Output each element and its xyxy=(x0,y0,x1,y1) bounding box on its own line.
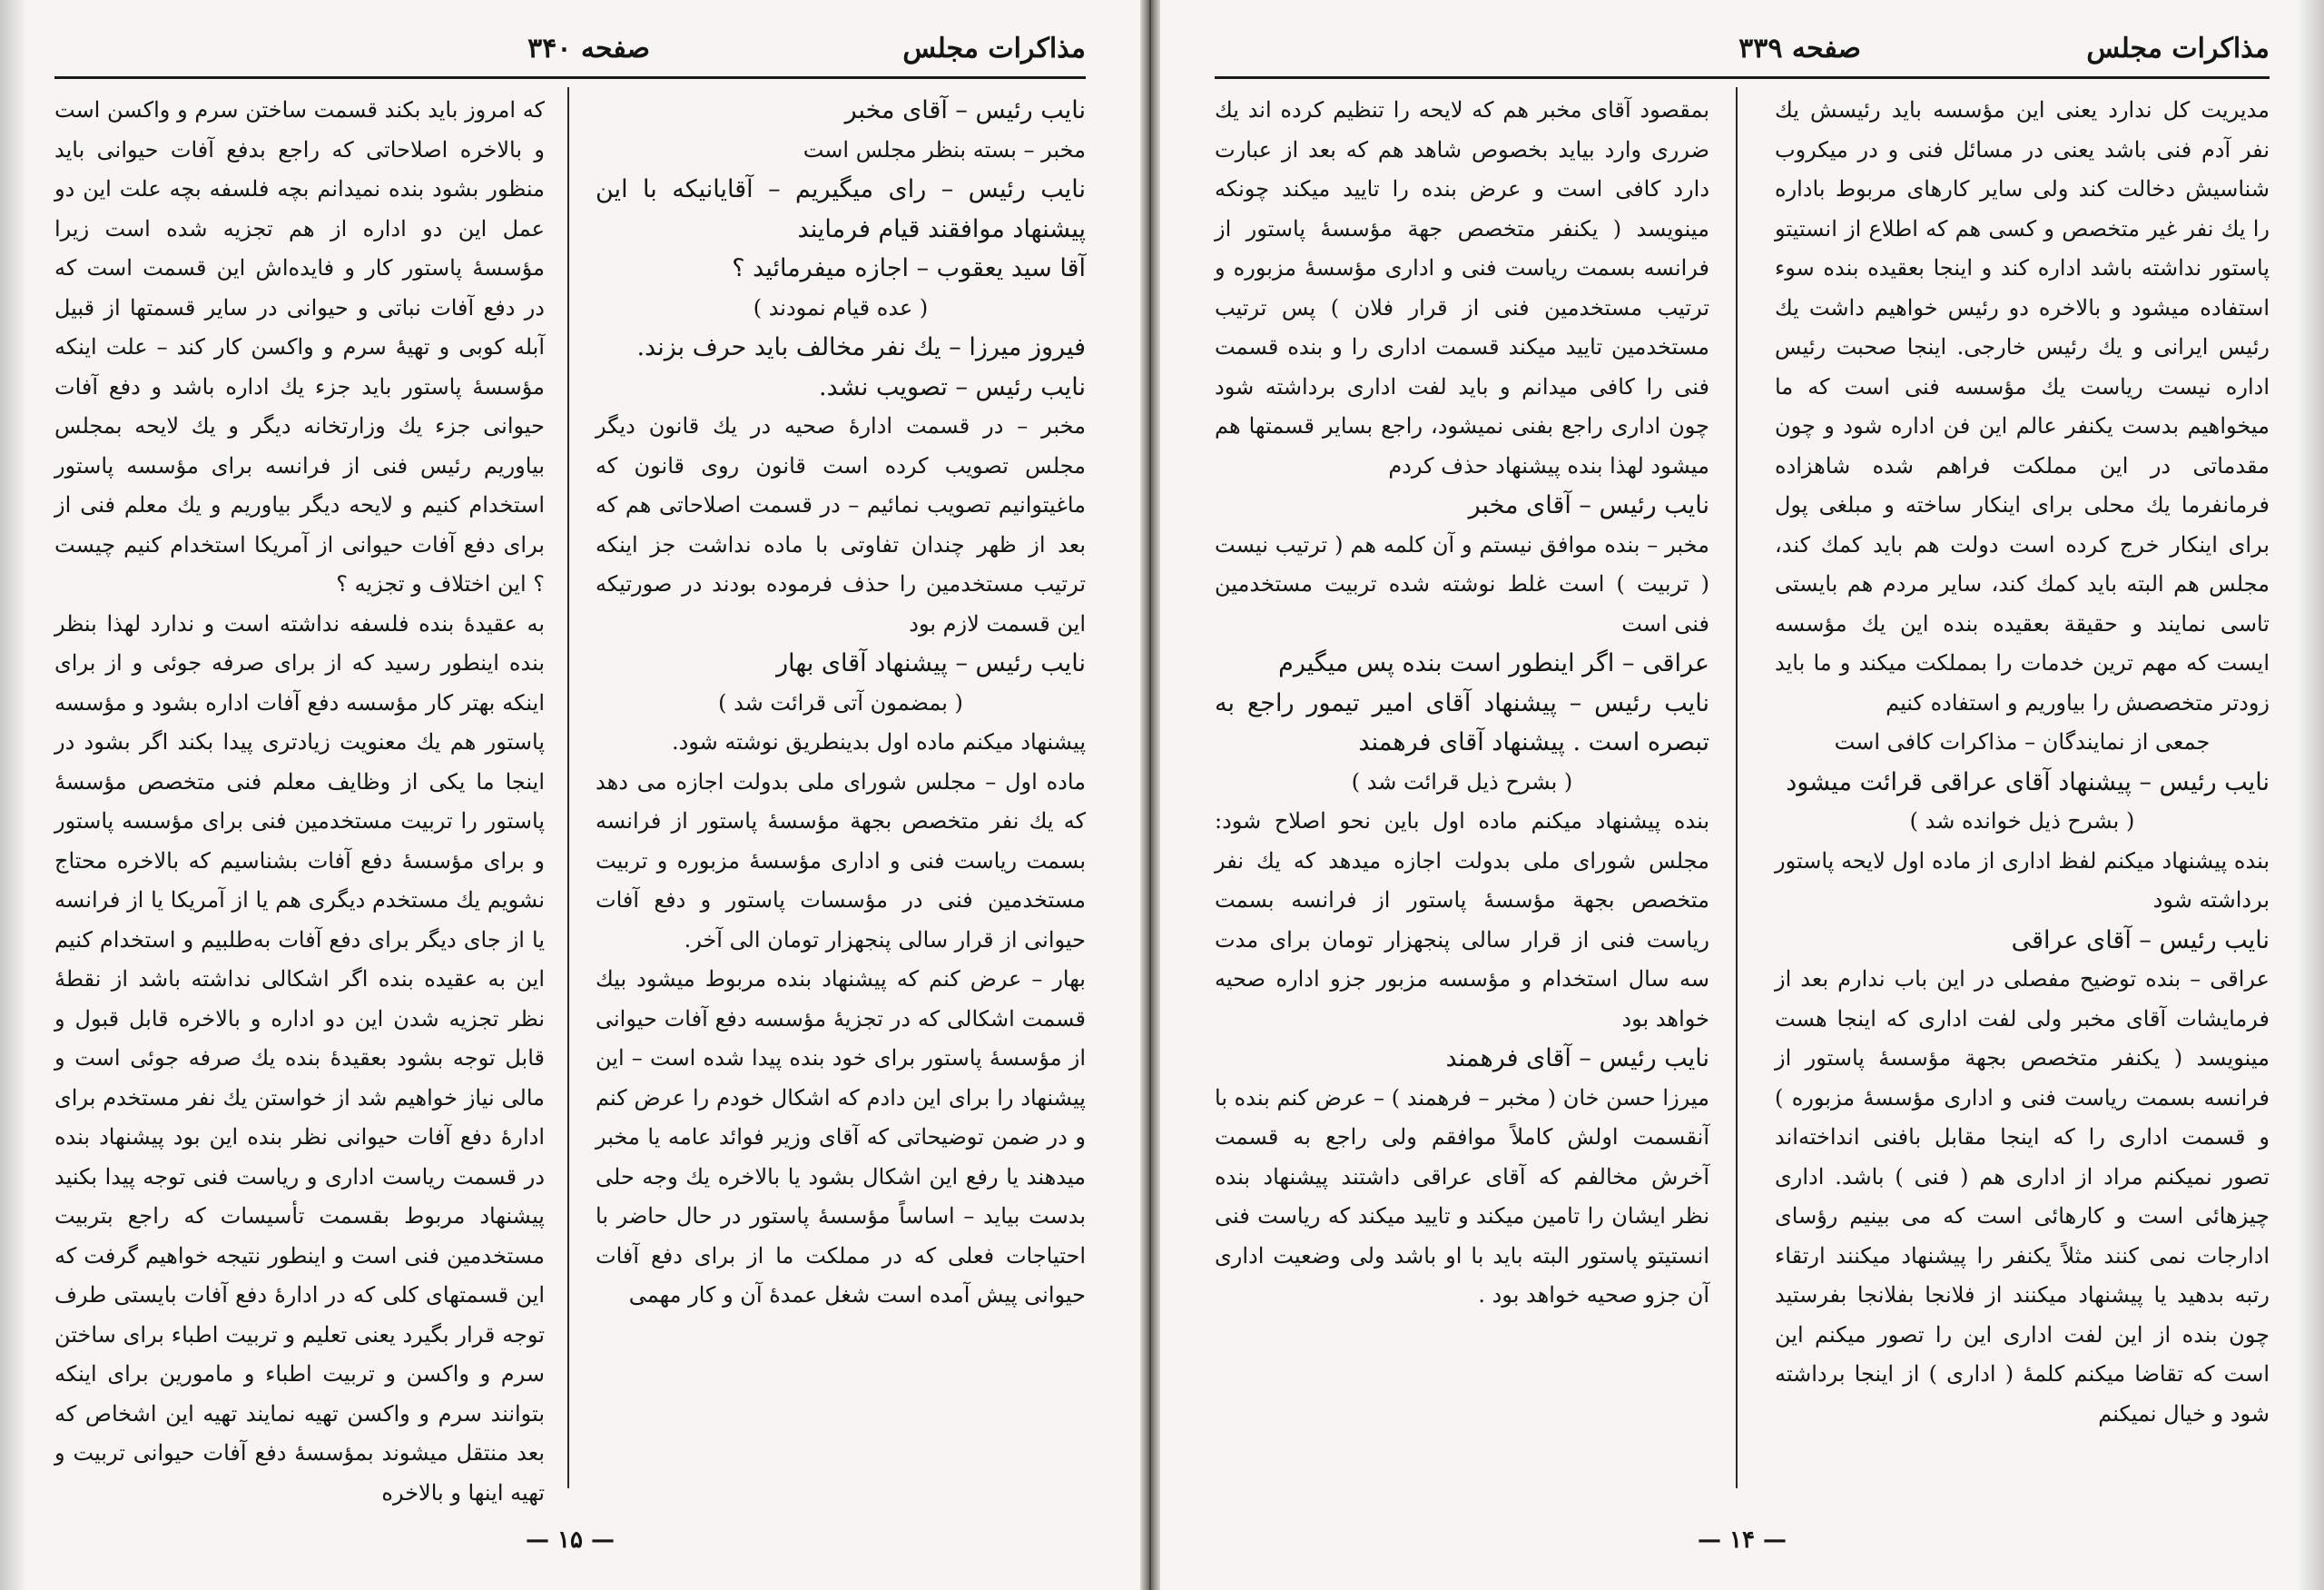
page-header xyxy=(1215,33,2270,80)
paragraph: نایب رئیس – پیشنهاد آقای عراقی قرائت میشود xyxy=(1786,767,2270,796)
paragraph: بنده پیشنهاد میکنم ماده اول باین نحو اصلاح شود: مجلس شورای ملی بدولت اجازه میدهد که یك نفر متخصص بجهة مؤسسهٔ پاستور از فرانسه بسمت ریاست فنی از قرار سالی پنجهزار تومان برای مدت سه سال استخدام و مؤسسه مزبور جزو اداره صحیه خواهد بود xyxy=(1215,808,1709,1032)
page-edge-shadow xyxy=(0,0,27,1590)
column-divider xyxy=(1736,87,1738,1488)
paragraph: بهار – عرض کنم که پیشنهاد بنده مربوط میشود بیك قسمت اشکالی که در تجزیهٔ مؤسسه دفع آفات حیوانی از مؤسسهٔ پاستور برای خود بنده پیدا شده است – این پیشنهاد را برای این دادم که اشکال خودم را عرض کنم و در ضمن توضیحاتی که آقای وزیر فوائد عامه یا مخبر میدهند یا رفع این اشکال بشود یا بالاخره یك وجه حلی بدست بیاید – اساساً مؤسسهٔ پاستور در حال حاضر با احتیاجات فعلی که در مملکت ما از برای دفع آفات حیوانی پیش آمده است شغل عمدهٔ آن و کار مهمی xyxy=(596,966,1086,1308)
paragraph: جمعی از نمایندگان – مذاکرات کافی است xyxy=(1834,729,2211,755)
paragraph: نایب رئیس – آقای عراقی xyxy=(2011,925,2270,954)
text-column-left xyxy=(1215,91,1709,1490)
paragraph: فیروز میرزا – یك نفر مخالف باید حرف بزند. xyxy=(636,333,1086,361)
paragraph: ( بشرح ذیل قرائت شد ) xyxy=(1351,768,1573,795)
paragraph: ماده اول – مجلس شورای ملی بدولت اجازه می دهد که یك نفر متخصص بجهة مؤسسهٔ پاستور از فرانسه بسمت ریاست فنی و اداری مؤسسهٔ مزبوره و تربیت مستخدمین فنی در مؤسسات پاستور و دفع آفات حیوانی از قرار سالی پنجهزار تومان الی آخر. xyxy=(596,768,1086,953)
left-page xyxy=(0,0,1140,1590)
page-number: صفحه ۳۳۹ xyxy=(1738,33,1861,64)
paragraph: نایب رئیس – رای میگیریم – آقایانیکه با این پیشنهاد موافقند قیام فرمایند xyxy=(596,175,1086,243)
paragraph: عراقی – اگر اینطور است بنده پس میگیرم xyxy=(1278,649,1709,677)
right-page xyxy=(1160,0,2324,1590)
paragraph: پیشنهاد میکنم ماده اول بدینطریق نوشته شود. xyxy=(671,729,1086,755)
column-divider xyxy=(567,87,569,1488)
paragraph: مدیریت کل ندارد یعنی این مؤسسه باید رئیسش یك نفر آدم فنی باشد یعنی در مسائل فنی و در میکروب شناسیش دخالت کند ولی سایر کارهای مربوط باداره را یك نفر غیر متخصص و کسی هم که اطلاع از انستیتو پاستور نداشته باشد اداره کند و اینجا بعقیده بنده سوء استفاده میشود و بالاخره دو رئیس خواهیم داشت یك رئیس ایرانی و یك رئیس خارجی. اینجا صحبت رئیس اداره نیست ریاست یك مؤسسه فنی است که ما میخواهیم بدست یکنفر عالم این فن اداره شود و چون مقدماتی در این مملکت فراهم شده شاهزاده فرمانفرما یك محلی برای اینکار ساخته و مبلغی پول برای اینکار خرج کرده است دولت هم باید کمك کند، مجلس هم البته باید کمك کند، سایر مردم هم بایستی تاسی نمایند و حقیقة بعقیده بنده این یك مؤسسه ایست که مهم ترین خدمات را بمملکت میکند و ما باید زودتر متخصصش را بیاوریم و استفاده کنیم xyxy=(1775,97,2270,716)
paragraph: نایب رئیس – آقای مخبر xyxy=(844,96,1086,124)
paragraph: بنده پیشنهاد میکنم لفظ اداری از ماده اول لایحه پاستور برداشته شود xyxy=(1775,847,2270,913)
page-edge-shadow xyxy=(2297,0,2324,1590)
text-column-right xyxy=(596,91,1086,1490)
journal-title: مذاکرات مجلس xyxy=(902,33,1086,64)
paragraph: مخبر – بسته بنظر مجلس است xyxy=(803,136,1086,163)
text-column-left xyxy=(54,91,545,1506)
paragraph: که امروز باید بکند قسمت ساختن سرم و واکسن است و بالاخره اصلاحاتی که راجع بدفع آفات حیوانی باید منظور بشود بنده نمیدانم بچه فلسفه بچه علت این دو عمل این دو اداره از هم تجزیه شده است زیرا مؤسسهٔ پاستور کار و فایده‌اش این قسمت است که در دفع آفات نباتی و حیوانی در سایر قسمتها از قبیل آبله کوبی و تهیهٔ سرم و واکسن کار کند – علت اینکه مؤسسهٔ پاستور باید جزء یك اداره باشد و دفع آفات حیوانی جزء یك وزارتخانه دیگر و یك لایحه بمجلس بیاوریم رئیس فنی از فرانسه برای مؤسسه پاستور استخدام کنیم و لایحه دیگر بیاوریم و یك معلم فنی از برای دفع آفات حیوانی از آمریکا استخدام کنیم چیست ؟ این اختلاف و تجزیه ؟ xyxy=(54,97,545,597)
paragraph: میرزا حسن خان ( مخبر – فرهمند ) – عرض کنم بنده با آنقسمت اولش کاملاً موافقم ولی راجع به قسمت آخرش مخالفم که آقای عراقی داشتند پیشنهاد بنده نظر ایشان را تامین میکند و تایید میکند که ریاست فنی انستیتو پاستور البته باید با او باشد ولی وضعیت اداری آن جزو صحیه خواهد بود . xyxy=(1215,1084,1709,1308)
paragraph: نایب رئیس – آقای مخبر xyxy=(1468,491,1709,519)
paragraph: به عقیدهٔ بنده فلسفه نداشته است و ندارد لهذا بنظر بنده اینطور رسید که از برای صرفه جوئی و از برای اینکه بهتر کار مؤسسه دفع آفات اداره بشود و مؤسسه پاستور هم یك معنویت زیادتری پیدا بکند اگر بشود در اینجا ما یکی از وظایف معلم فنی متخصص مؤسسهٔ پاستور را تربیت مستخدمین فنی برای مؤسسه پاستور و برای مؤسسهٔ دفع آفات بشناسیم که بالاخره محتاج نشویم یك مستخدم دیگری هم یا از آمریکا یا از فرانسه یا از جای دیگر برای دفع آفات به‌طلبیم و استخدام کنیم این به عقیده بنده اگر اشکالی نداشته باشد از نقطهٔ نظر تجزیه شدن این دو اداره و بالاخره قابل قبول و قابل توجه بشود بعقیدهٔ بنده یك صرفه جوئی است و مالی نیاز خواهیم شد از خواستن یك نفر مستخدم برای ادارهٔ دفع آفات حیوانی نظر بنده این بود پیشنهاد بنده در قسمت ریاست اداری و ریاست فنی توجه پیدا بکنید پیشنهاد مربوط بقسمت تأسیسات که راجع بتربیت مستخدمین فنی است و اینطور نتیجه خواهیم گرفت که این قسمتهای کلی که در ادارهٔ دفع آفات بایستی طرف توجه قرار بگیرد یعنی تعلیم و تربیت اطباء برای ساختن سرم و واکسن و تربیت اطباء و مامورین برای اینکه بتوانند سرم و واکسن تهیه نمایند تهیه این اشخاص که بعد منتقل میشوند بمؤسسهٔ دفع آفات حیوانی تربیت و تهیه اینها و بالاخره xyxy=(54,610,545,1506)
paragraph: مخبر – بنده موافق نیستم و آن کلمه هم ( ترتیب نیست ( تربیت ) است غلط نوشته شده تربیت مستخدمین فنی است xyxy=(1215,531,1709,637)
journal-title: مذاکرات مجلس xyxy=(2086,33,2270,64)
paragraph: نایب رئیس – پیشنهاد آقای بهار xyxy=(776,649,1086,677)
paragraph: مخبر – در قسمت ادارهٔ صحیه در یك قانون دیگر مجلس تصویب کرده است قانون روی قانون که ماغیتوانیم تصویب نمائیم – در قسمت اصلاحاتی هم که بعد از ظهر چندان تفاوتی با ماده نداشت جز اینکه ترتیب مستخدمین را حذف فرموده بودند در صورتیکه این قسمت لازم بود xyxy=(596,413,1086,637)
paragraph: نایب رئیس – پیشنهاد آقای امیر تیمور راجع به تبصره است . پیشنهاد آقای فرهمند xyxy=(1215,688,1709,756)
page-number: صفحه ۳۴۰ xyxy=(527,33,650,64)
paragraph: عراقی – بنده توضیح مفصلی در این باب ندارم بعد از فرمایشات آقای مخبر ولی لفت اداری که اینجا هست مینویسد ( یکنفر متخصص بجهة مؤسسهٔ پاستور از فرانسه بسمت ریاست فنی و اداری مؤسسهٔ مزبوره ) و قسمت اداری را که اینجا مقابل بافنی انداخته‌اند تصور نمیکنم مراد از اداری هم ( فنی ) باشد. اداری چیزهائی است و کارهائی است که می بینیم رؤسای ادارجات نمی کنند مثلاً یکنفر را پیشنهاد میکنند ارتقاء رتبه بدهید یا پیشنهاد میکنند از فلانجا بفلانجا بفرستید چون بنده از این لفت اداری این را تصور میکنم این است که تقاضا میکنم کلمهٔ ( اداری ) از اینجا برداشته شود و خیال نمیکنم xyxy=(1775,966,2270,1427)
paragraph: ( بشرح ذیل خوانده شد ) xyxy=(1909,808,2135,834)
paragraph: بمقصود آقای مخبر هم که لایحه را تنظیم کرده اند یك ضرری وارد بیاید بخصوص شاهد هم که بعد از عبارت دارد کافی است و عرض بنده را تایید میکند چونکه مینویسد ( یکنفر متخصص جهة مؤسسهٔ پاستور از فرانسه بسمت ریاست فنی و اداری مؤسسهٔ مزبوره و ترتیب مستخدمین فنی از قرار فلان ) پس ترتیب مستخدمین تایید میکند قسمت اداری را و بنده قسمت فنی را کافی میدانم و باید لفت اداری برداشته شود چون اداری راجع بفنی نمیشود، راجع بسایر قسمتها هم میشود لهذا بنده پیشنهاد حذف کردم xyxy=(1215,97,1709,479)
page-footer: — ۱۵ — xyxy=(525,1526,615,1554)
paragraph: ( عده قیام نمودند ) xyxy=(753,294,929,321)
header-rule xyxy=(1215,76,2270,79)
header-rule xyxy=(54,76,1086,79)
paragraph: نایب رئیس – تصویب نشد. xyxy=(819,372,1086,401)
page-header xyxy=(54,33,1086,80)
paragraph: ( بمضمون آتی قرائت شد ) xyxy=(718,689,963,716)
paragraph: نایب رئیس – آقای فرهمند xyxy=(1445,1044,1709,1072)
paragraph: آقا سید یعقوب – اجازه میفرمائید ؟ xyxy=(732,254,1086,282)
text-column-right xyxy=(1775,91,2270,1490)
page-footer: — ۱۴ — xyxy=(1697,1526,1787,1554)
book-gutter xyxy=(1140,0,1160,1590)
